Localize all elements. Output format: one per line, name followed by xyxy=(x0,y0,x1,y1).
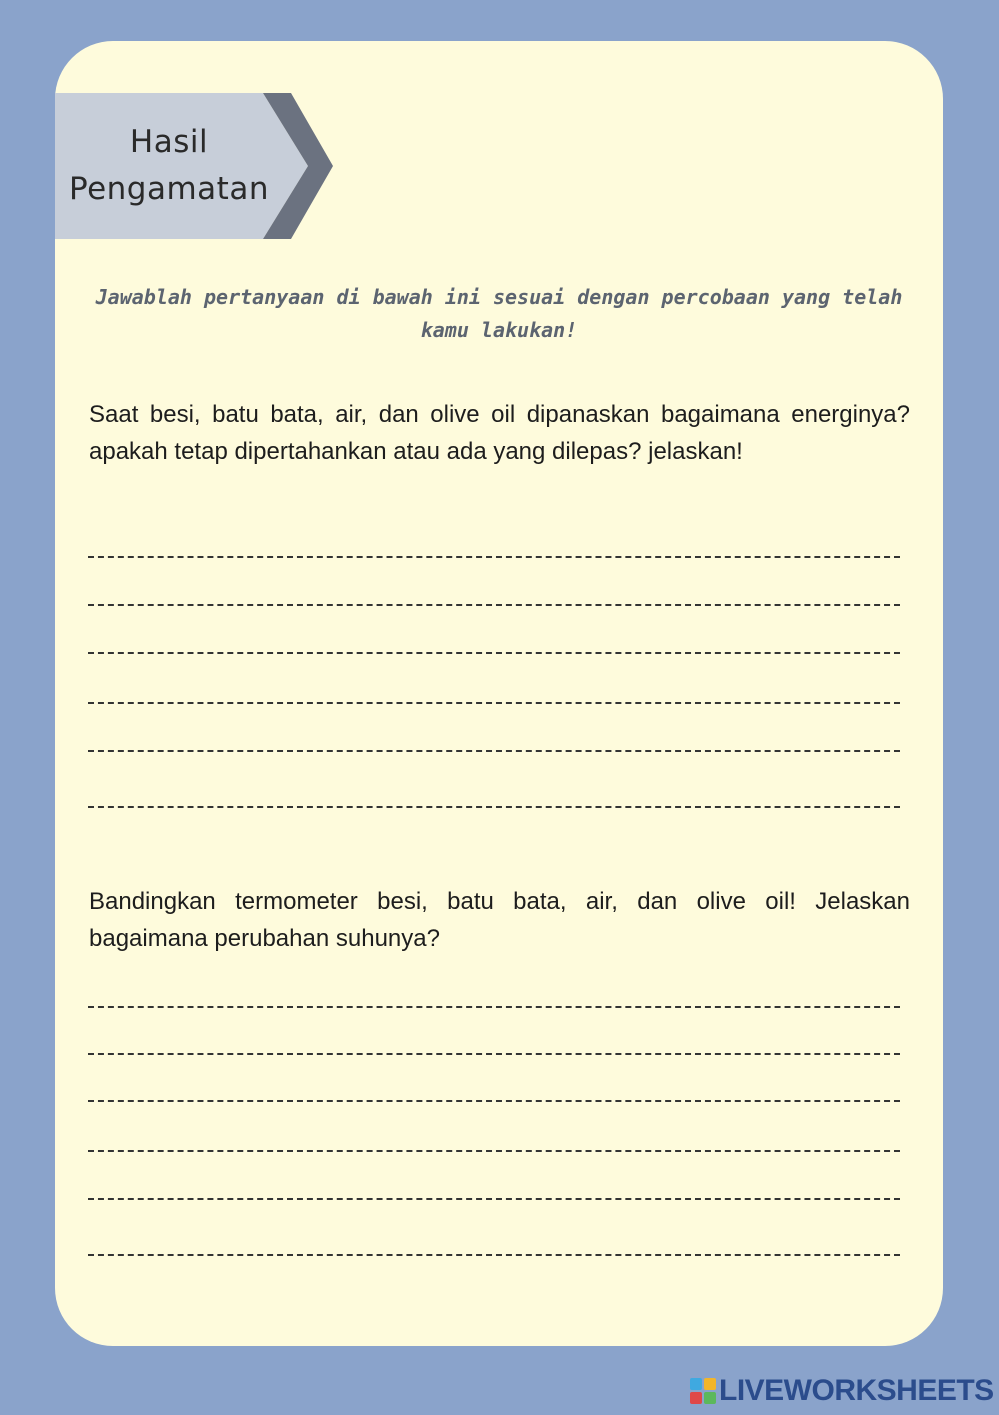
instruction-text: Jawablah pertanyaan di bawah ini sesuai dengan percobaan yang telah kamu lakukan! xyxy=(95,285,903,342)
answer-line[interactable] xyxy=(88,1041,900,1065)
liveworksheets-watermark xyxy=(690,1374,994,1408)
answer-line[interactable] xyxy=(88,1088,900,1112)
answer-line[interactable] xyxy=(88,1138,900,1162)
answer-line[interactable] xyxy=(88,544,900,568)
liveworksheets-logo-icon xyxy=(690,1378,716,1404)
question-1: Saat besi, batu bata, air, dan olive oil dipanaskan bagaimana energinya? apakah tetap dipertahankan atau ada yang dilepas? jelaskan! xyxy=(89,401,910,465)
watermark-text: LIVEWORKSHEETS xyxy=(719,1374,994,1407)
answer-line[interactable] xyxy=(88,1242,900,1266)
worksheet-card xyxy=(55,41,943,1346)
answer-line[interactable] xyxy=(88,592,900,616)
question-2: Bandingkan termometer besi, batu bata, air, dan olive oil! Jelaskan bagaimana perubahan suhunya? xyxy=(89,888,910,952)
answer-line[interactable] xyxy=(88,738,900,762)
answer-line[interactable] xyxy=(88,794,900,818)
answer-line[interactable] xyxy=(88,640,900,664)
answer-line[interactable] xyxy=(88,994,900,1018)
answer-line[interactable] xyxy=(88,690,900,714)
section-title: Hasil Pengamatan xyxy=(69,124,269,207)
answer-line[interactable] xyxy=(88,1186,900,1210)
